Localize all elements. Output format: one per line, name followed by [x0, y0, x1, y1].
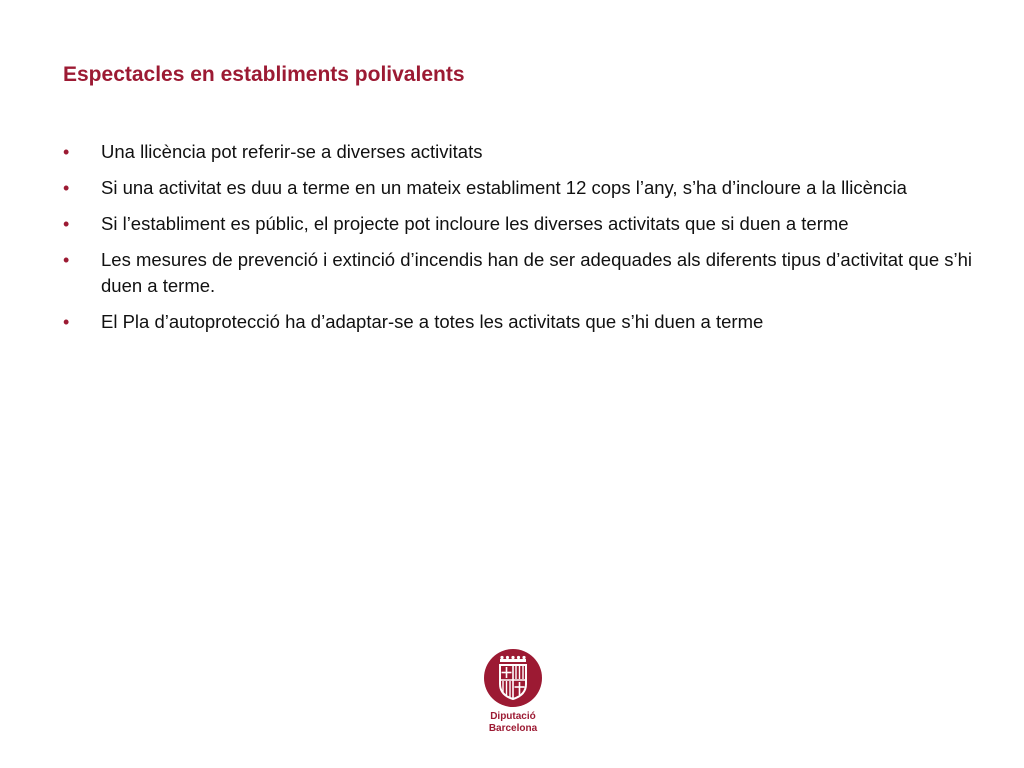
bullet-text: Les mesures de prevenció i extinció d’incendis han de ser adequades als diferents tipus d’activitat que s’hi duen a terme.: [101, 249, 973, 296]
bullet-marker: •: [63, 178, 70, 198]
bullet-marker: •: [63, 214, 70, 234]
diputacio-barcelona-emblem-icon: [483, 648, 543, 708]
bullet-text: Si una activitat es duu a terme en un mateix establiment 12 cops l’any, s’ha d’incloure a la llicència: [101, 177, 907, 198]
bullet-list: [63, 139, 973, 345]
bullet-marker: •: [63, 312, 70, 332]
logo-line-2: Barcelona: [488, 723, 538, 734]
bullet-item: [63, 247, 973, 299]
logo-line-1: Diputació: [490, 711, 536, 722]
bullet-text: Si l’establiment es públic, el projecte pot incloure les diverses activitats que si duen a terme: [101, 213, 849, 234]
bullet-text: El Pla d’autoprotecció ha d’adaptar-se a totes les activitats que s’hi duen a terme: [101, 311, 764, 332]
bullet-item: [63, 309, 973, 335]
bullet-item: [63, 211, 973, 237]
bullet-marker: •: [63, 250, 70, 270]
slide-title: Espectacles en establiments polivalents: [63, 63, 465, 86]
bullet-item: [63, 175, 973, 201]
logo-wordmark: [489, 711, 537, 735]
bullet-marker: •: [63, 142, 70, 162]
diputacio-barcelona-logo: [478, 648, 548, 735]
bullet-text: Una llicència pot referir-se a diverses activitats: [101, 141, 483, 162]
bullet-item: [63, 139, 973, 165]
